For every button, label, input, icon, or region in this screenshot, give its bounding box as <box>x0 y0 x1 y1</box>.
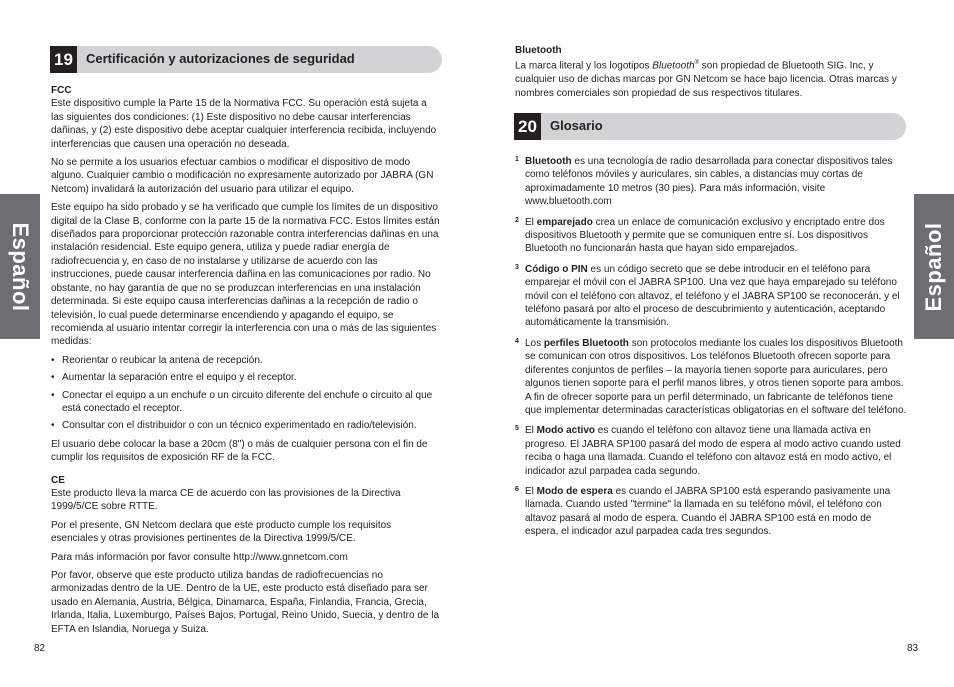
list-item: • Consultar con el distribuidor o con un técnico experimentado en radio/televisión. <box>51 419 441 432</box>
fcc-paragraph: No se permite a los usuarios efectuar cambios o modificar el dispositivo de modo alguno. Cualquier cambio o modificación no expresamente autorizado por JABRA (GN Netcom) invalidará la autorización del usuario para utilizar el equipo. <box>51 157 434 195</box>
language-tab-right <box>914 194 954 339</box>
language-tab-left <box>0 194 40 339</box>
ce-paragraph: Por el presente, GN Netcom declara que este producto cumple los requisitos esenciales y otras provisiones pertinentes de la Directiva 1999/5/CE. <box>51 519 392 545</box>
section-header-19 <box>50 46 442 73</box>
right-page <box>477 0 954 687</box>
list-item: • Reorientar o reubicar la antena de recepción. <box>51 354 441 367</box>
page-number-right: 83 <box>907 643 919 654</box>
glossary-term: perfiles Bluetooth <box>543 337 629 349</box>
ce-paragraph: Este producto lleva la marca CE de acuerdo con las provisiones de la Directiva 1999/5/CE sobre RTTE. <box>51 487 401 513</box>
glossary-entry: 6 El Modo de espera es cuando el JABRA SP100 está esperando pasivamente una llamada. Cuando usted "termine" la llamada en su teléfono móvil, el teléfono con altavoz pasará al modo de espera. Cuando el JABRA SP100 está en modo de espera, el indicador azul parpadea cada tres segundos. <box>515 485 907 539</box>
ce-paragraph: Por favor, observe que este producto utiliza bandas de radiofrecuencias no armonizadas dentro de la UE. Dentro de la UE, este producto está diseñado para ser usado en Alemania, Austria, Bélgica, Dinamarca, España, Finlandia, Francia, Grecia, Irlanda, Italia, Luxemburgo, Países Bajos, Portugal, Reino Unido, Suecia, y dentro de la EFTA en Islandia, Noruega y Suiza. <box>51 570 440 635</box>
section-number: 19 <box>50 46 77 73</box>
ce-paragraph: Para más información por favor consulte http://www.gnnetcom.com <box>51 551 348 563</box>
glossary-term: Bluetooth <box>525 156 572 167</box>
language-tab-label: Español <box>8 221 33 312</box>
glossary-entry: 1 Bluetooth es una tecnología de radio desarrollada para conectar dispositivos tales como teléfonos móviles y auriculares, sin cables, a distancias muy cortas de aproximadamente 10 metros (30 pies). Para más información, visite www.bluetooth.com <box>515 155 907 209</box>
left-body <box>51 84 441 641</box>
section-title: Certificación y autorizaciones de seguridad <box>86 51 355 66</box>
glossary-number: 2 <box>515 216 519 224</box>
ce-heading: CE <box>51 474 65 486</box>
glossary-term: Modo de espera <box>536 485 613 497</box>
section-number: 20 <box>514 113 541 140</box>
section-header-20 <box>514 113 906 140</box>
fcc-heading: FCC <box>51 85 72 96</box>
glossary-entry: 4 Los perfiles Bluetooth son protocolos mediante los cuales los dispositivos Bluetooth se comunican con otros dispositivos. Los teléfonos Bluetooth ofrecen soporte para diferentes conjuntos de perfiles – la mayoría tienen soporte para auriculares, pero algunos tienen soporte para el perfil manos libres, y otros tienen soporte para ambos. A fin de ofrecer soporte para un perfil determinado, un fabricante de teléfonos tiene que implementar determinadas características obligatorias en el software del teléfono. <box>515 337 907 417</box>
section-title: Glosario <box>550 118 603 133</box>
glossary-number: 6 <box>515 485 519 493</box>
glossary-term: emparejado <box>536 216 593 228</box>
glossary-number: 3 <box>515 263 519 271</box>
glossary-entry: 2 El emparejado crea un enlace de comunicación exclusivo y encriptado entre dos dispositivos Bluetooth y permite que se comuniquen entre sí. Los dispositivos Bluetooth no funcionarán hasta que hayan sido emparejados. <box>515 216 907 256</box>
bluetooth-trademark <box>515 44 899 105</box>
language-tab-label: Español <box>921 221 946 312</box>
list-item: • Aumentar la separación entre el equipo y el receptor. <box>51 371 441 384</box>
fcc-closing: El usuario debe colocar la base a 20cm (8") o más de cualquier persona con el fin de cumplir los requisitos de exposición RF de la FCC. <box>51 438 428 464</box>
page-number-left: 82 <box>34 643 46 654</box>
fcc-paragraph: Este dispositivo cumple la Parte 15 de la Normativa FCC. Su operación está sujeta a las siguientes dos condiciones: (1) Este dispositivo no debe causar interferencias dañinas, y (2) este dispositivo debe aceptar cualquier interferencia recibida, incluyendo interferencias que causen una operación no deseada. <box>51 98 437 150</box>
list-item: • Conectar el equipo a un enchufe o un circuito diferente del enchufe o circuito al que está conectado el receptor. <box>51 389 441 416</box>
glossary-entry: 5 El Modo activo es cuando el teléfono con altavoz tiene una llamada activa en progreso. El JABRA SP100 pasará del modo de espera al modo activo cuando usted reciba o haga una llamada. Cuando el teléfono con altavoz está en modo activo, el indicador azul parpadea cada segundo. <box>515 424 907 478</box>
fcc-measures-list <box>51 354 441 433</box>
glossary-number: 1 <box>515 156 519 163</box>
glossary-number: 5 <box>515 425 519 433</box>
glossary-number: 4 <box>515 337 519 345</box>
bluetooth-text: La marca literal y los logotipos Bluetooth® son propiedad de Bluetooth SIG. Inc, y cualquier uso de dichas marcas por GN Netcom se hace bajo licencia. Otras marcas y nombres comerciales son propiedad de sus respectivos titulares. <box>515 60 897 99</box>
fcc-paragraph: Este equipo ha sido probado y se ha verificado que cumple los límites de un dispositivo digital de la Clase B, conforme con la parte 15 de la normativa FCC. Estos límites están diseñados para proporcionar protección razonable contra interferencias dañinas en una instalación residencial. Este equipo genera, utiliza y puede radiar energía de radiofrecuencia y, en caso de no instalarse y utilizarse de acuerdo con las instrucciones, puede causar interferencia dañina en las comunicaciones por radio. No obstante, no hay garantía de que no se produzcan interferencias en una instalación determinada. Si este equipo causa interferencias dañinas a la recepción de radio o televisión, lo cual puede determinarse encendiendo y apagando el equipo, se recomienda al usuario intentar corregir la interferencia con una o más de las siguientes medidas: <box>51 202 440 348</box>
glossary-entry: 3 Código o PIN es un código secreto que se debe introducir en el teléfono para emparejar el móvil con el JABRA SP100. Una vez que haya emparejado su teléfono móvil con el teléfono con altavoz, el teléfono y el JABRA SP100 se reconocerán, y el teléfono pasará por alto el proceso de descubrimiento y autenticación, aceptando automáticamente la transmisión. <box>515 263 907 330</box>
bluetooth-heading: Bluetooth <box>515 45 562 56</box>
glossary-list <box>515 155 907 546</box>
glossary-term: Código o PIN <box>525 263 588 275</box>
glossary-term: Modo activo <box>536 425 596 437</box>
